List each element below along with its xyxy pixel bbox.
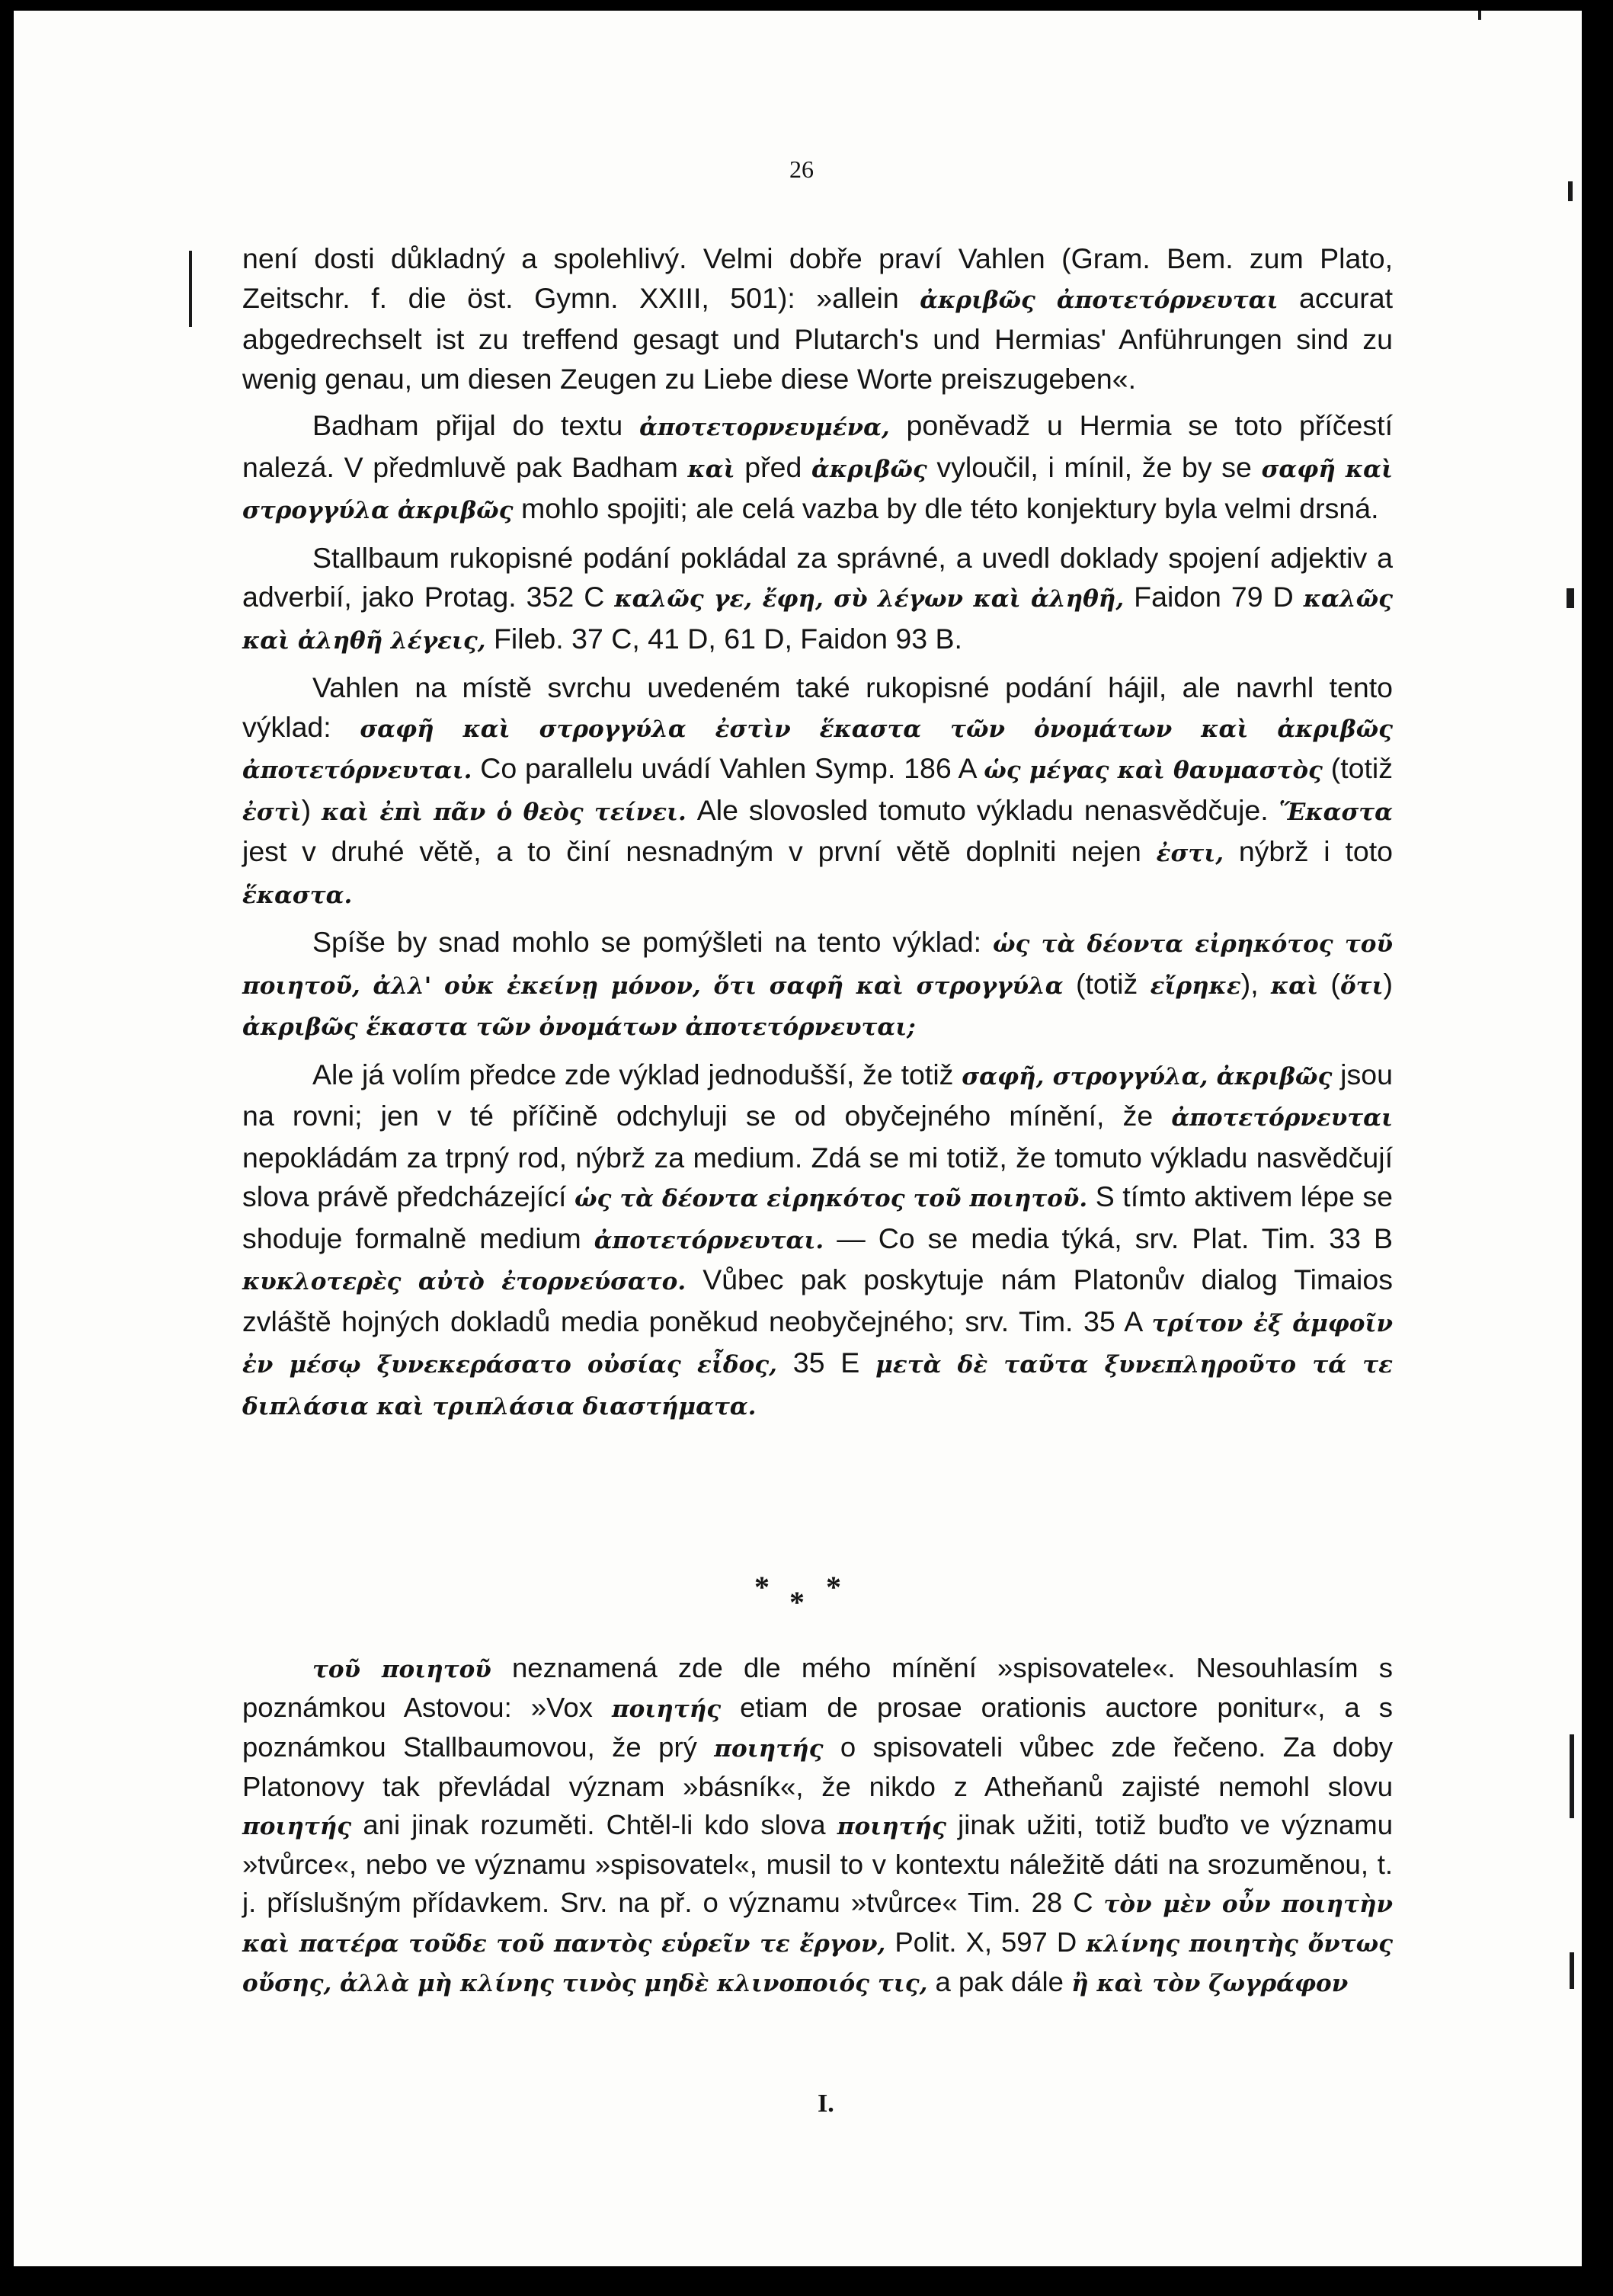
footnote-paragraph: τοῦ ποιητοῦ neznamená zde dle mého mínění »spisovatele«. Nesouhlasím s poznámkou Astovou: »Vox ποιητής etiam de prosae orationis auctore ponitur«, a s poznámkou Stallbaumovou, že prý ποιητής o spisovateli vůbec zde řečeno. Za doby Platonovy tak převládal význam »básník«, že nikdo z Atheňanů zajisté nemohl slovu ποιητής ani jinak rozuměti. Chtěl-li kdo slova ποιητής jinak užiti, totiž buďto ve významu »tvůrce«, nebo ve významu »spisovatel«, musil to v kontextu náležitě dáti na srozuměnou, t. j. příslušným přídavkem. Srv. na př. o významu »tvůrce« Tim. 28 C τὸν μὲν οὖν ποιητὴν καὶ πατέρα τοῦδε τοῦ παντὸς εὑρεῖν τε ἔργον, Polit. X, 597 D κλίνης ποιητὴς ὄντως οὔσης, ἀλλὰ μὴ κλίνης τινὸς μηδὲ κλινοποιός τις, a pak dále ἢ καὶ τὸν ζωγράφον xyxy=(242,1652,1394,1997)
right-margin-mark-3 xyxy=(1570,1734,1574,1818)
asterisk-middle: * xyxy=(789,1585,805,1619)
main-text xyxy=(242,239,1393,1434)
page-sheet xyxy=(14,11,1582,2266)
footnote-text xyxy=(242,1649,1393,2003)
paragraph-2: Badham přijal do textu ἀποτετορνευμένα, poněvadž u Hermia se toto příčestí nalezá. V předmluvě pak Badham καὶ před ἀκριβῶς vyloučil, i mínil, že by se σαφῆ καὶ στρογγύλα ἀκριβῶς mohlo spojiti; ale celá vazba by dle této konjektury byla velmi drsná. xyxy=(242,409,1393,524)
top-right-dot xyxy=(1478,11,1481,20)
paragraph-4: Vahlen na místě svrchu uvedeném také rukopisné podání hájil, ale navrhl tento výklad: σαφῆ καὶ στρογγύλα ἐστὶν ἕκαστα τῶν ὀνομάτων καὶ ἀκριβῶς ἀποτετόρνευται. Co parallelu uvádí Vahlen Symp. 186 A ὡς μέγας καὶ θαυμαστὸς (totiž ἐστὶ) καὶ ἐπὶ πᾶν ὁ θεὸς τείνει. Ale slovosled tomuto výkladu nenasvědčuje. Ἕκαστα jest v druhé větě, a to činí nesnadným v první větě doplniti nejen ἐστι, nýbrž i toto ἕκαστα. xyxy=(242,671,1394,909)
page-number: 26 xyxy=(789,155,814,183)
left-margin-mark xyxy=(189,251,192,327)
paragraph-5: Spíše by snad mohlo se pomýšleti na tento výklad: ὡς τὰ δέοντα εἰρηκότος τοῦ ποιητοῦ, ἀλλ' οὐκ ἐκείνῃ μόνον, ὅτι σαφῆ καὶ στρογγύλα (totiž εἴρηκε), καὶ (ὅτι) ἀκριβῶς ἕκαστα τῶν ὀνομάτων ἀποτετόρνευται; xyxy=(242,926,1393,1041)
signature-mark: I. xyxy=(818,2089,834,2118)
paragraph-1: není dosti důkladný a spolehlivý. Velmi dobře praví Vahlen (Gram. Bem. zum Plato, Zeitschr. f. die öst. Gymn. XXIII, 501): »allein ἀκριβῶς ἀποτετόρνευται accurat abgedrechselt ist zu treffend gesagt und Plutarch's und Hermias' Anführungen sind zu wenig genau, um diesen Zeugen zu Liebe diese Worte preiszugeben«. xyxy=(242,242,1393,395)
asterisk-left: * xyxy=(754,1570,770,1604)
section-separator xyxy=(753,1569,905,1630)
paragraph-6: Ale já volím předce zde výklad jednodušší, že totiž σαφῆ, στρογγύλα, ἀκριβῶς jsou na rovni; jen v té příčině odchyluji se od obyčejného mínění, že ἀποτετόρνευται nepokládám za trpný rod, nýbrž za medium. Zdá se mi totiž, že tomuto výkladu nasvědčují slova právě předcházející ὡς τὰ δέοντα εἰρηκότος τοῦ ποιητοῦ. S tímto aktivem lépe se shoduje formalně medium ἀποτετόρνευται. — Co se media týká, srv. Plat. Tim. 33 B κυκλοτερὲς αὐτὸ ἐτορνεύσατο. Vůbec pak poskytuje nám Platonův dialog Timaios zvláště hojných dokladů media poněkud neobyčejného; srv. Tim. 35 A τρίτον ἐξ ἀμφοῖν ἐν μέσῳ ξυνεκεράσατο οὐσίας εἶδος, 35 E μετὰ δὲ ταῦτα ξυνεπληροῦτο τά τε διπλάσια καὶ τριπλάσια διαστήματα. xyxy=(242,1058,1393,1420)
asterisk-right: * xyxy=(826,1570,841,1604)
right-margin-mark-1 xyxy=(1568,181,1573,201)
right-margin-mark-4 xyxy=(1570,1952,1574,1989)
right-margin-mark-2 xyxy=(1567,588,1574,608)
paragraph-3: Stallbaum rukopisné podání pokládal za správné, a uvedl doklady spojení adjektiv a adverbií, jako Protag. 352 C καλῶς γε, ἔφη, σὺ λέγων καὶ ἀληθῆ, Faidon 79 D καλῶς καὶ ἀληθῆ λέγεις, Fileb. 37 C, 41 D, 61 D, Faidon 93 B. xyxy=(242,541,1393,655)
